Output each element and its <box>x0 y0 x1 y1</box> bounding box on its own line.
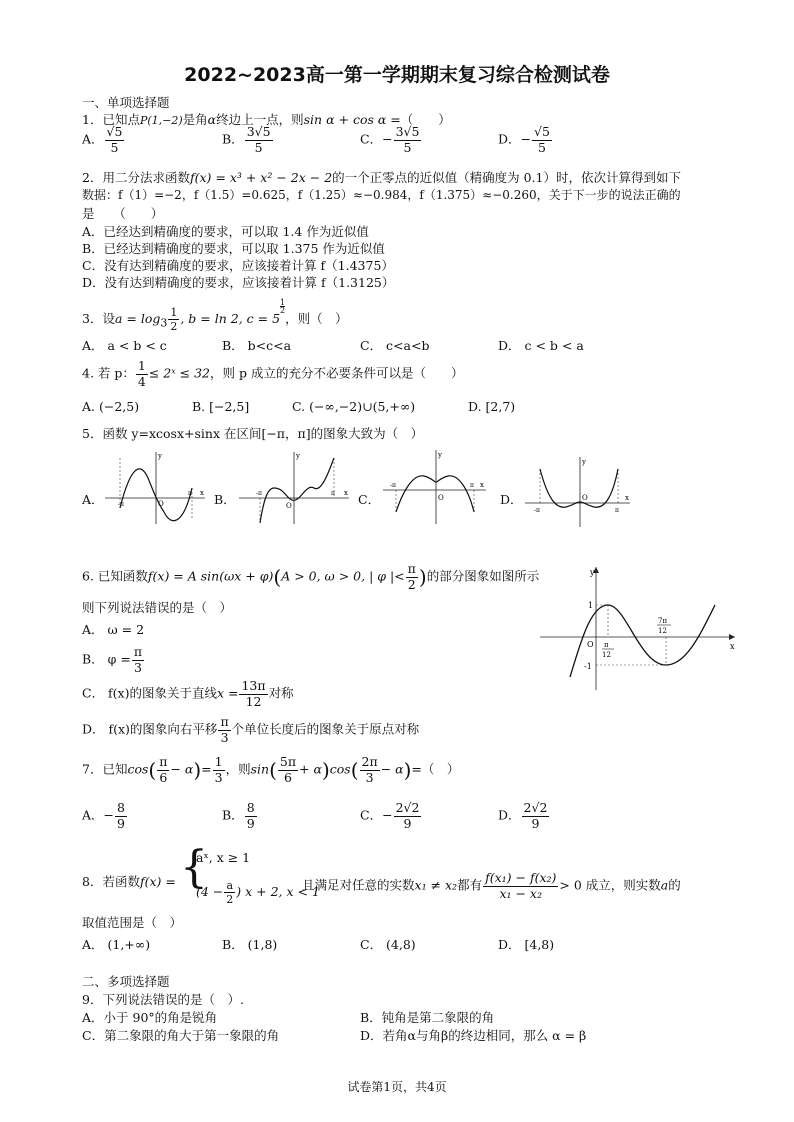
q5-graph-c[interactable] <box>378 448 490 528</box>
q5-c-negpi: -π <box>390 482 396 489</box>
q6-option-a[interactable]: A． ω = 2 <box>82 622 145 637</box>
section-single-choice: 一、单项选择题 <box>82 95 170 110</box>
q5-graph-b[interactable] <box>234 448 354 528</box>
q5-c-y-label: y <box>438 451 442 459</box>
q6-graph-pi12-num: π <box>604 641 609 649</box>
q6-graph-7pi12-num: 7π <box>658 617 668 625</box>
q5-d-y-label: y <box>582 458 586 466</box>
q7-option-c[interactable]: C．− $\frac{2√2}{9}$ <box>360 800 420 831</box>
q3-option-a[interactable]: A． a < b < c <box>82 338 167 353</box>
q4-option-d[interactable]: D. [2,7) <box>468 399 516 414</box>
q5-d-negpi: -π <box>534 507 540 514</box>
q6-option-d[interactable]: D． f(x)的图象向右平移 $\frac{\pi}{3}$ 个单位长度后的图象关于原点对称 <box>82 714 420 745</box>
q5-d-pi: π <box>615 507 619 514</box>
q9-option-b[interactable]: B．钝角是第二象限的角 <box>360 1010 495 1025</box>
q5-a-negpi: -π <box>118 501 124 508</box>
q6-option-b[interactable]: B． φ = $\frac{\pi}{3}$ <box>82 644 143 675</box>
q8-brace: { <box>180 842 208 893</box>
q5-option-d-label[interactable]: D． <box>500 492 523 507</box>
q8-option-b[interactable]: B． (1,8) <box>222 937 278 952</box>
q5-option-a-label[interactable]: A． <box>82 492 104 507</box>
q5-c-pi: π <box>470 482 474 489</box>
q5-a-y-label: y <box>158 452 162 460</box>
q9-option-a[interactable]: A．小于 90°的角是锐角 <box>82 1010 218 1025</box>
q5-c-x-label: x <box>480 481 484 489</box>
q5-a-origin: O <box>158 500 164 508</box>
exam-title: 2022~2023高一第一学期期末复习综合检测试卷 <box>184 64 610 86</box>
q2-stem-line2: 数据：f（1）=−2，f（1.5）=0.625，f（1.25）≈−0.984，f（1.375）≈−0.260，关于下一步的说法正确的 <box>82 188 681 202</box>
q5-d-origin: O <box>582 494 588 502</box>
q2-option-d[interactable]: D．没有达到精确度的要求，应该接着计算 f（1.3125） <box>82 275 395 290</box>
q6-graph-pi12-den: 12 <box>602 651 611 659</box>
q7-option-a[interactable]: A．− $\frac{8}{9}$ <box>82 800 125 831</box>
q9-option-c[interactable]: C．第二象限的角大于第一象限的角 <box>82 1028 280 1043</box>
q8-option-c[interactable]: C． (4,8) <box>360 937 416 952</box>
q7-option-d[interactable]: D． $\frac{2√2}{9}$ <box>498 800 548 831</box>
q9-option-d[interactable]: D．若角α与角β的终边相同，那么 α = β <box>360 1028 587 1043</box>
q8-option-d[interactable]: D． [4,8) <box>498 937 555 952</box>
q6-graph-y-label: y <box>590 568 595 577</box>
q3-stem: 3．设$a = \log_3$ $\frac{1}{2}$ , b = ln 2, c = 5 $^{\frac{1}{2}}$ ，则（ ） <box>82 298 348 334</box>
q8-case2: (4 − $\frac{a}{2}$ ) x + 2, x < 1 <box>196 879 320 906</box>
q4-stem: 4. 若 p： $\frac{1}{4}$ ≤ 2ˣ ≤ 32，则 p 成立的充分不必要条件可以是（ ） <box>82 358 464 389</box>
q6-graph <box>540 565 740 695</box>
q2-stem-line1: 2．用二分法求函数f(x) = x³ + x² − 2x − 2的一个正零点的近似值（精确度为 0.1）时，依次计算得到如下 <box>82 170 682 185</box>
q5-b-negpi: -π <box>256 490 262 497</box>
q3-option-c[interactable]: C． c<a<b <box>360 338 430 353</box>
q5-c-origin: O <box>438 494 444 502</box>
q1-option-d[interactable]: D．− $\frac{√5}{5}$ <box>498 124 550 155</box>
q1-option-a[interactable]: A． $\frac{√5}{5}$ <box>82 124 123 155</box>
q9-stem: 9．下列说法错误的是（ ）. <box>82 992 244 1007</box>
q4-option-b[interactable]: B. [−2,5] <box>192 399 250 414</box>
q1-option-b[interactable]: B． $\frac{3√5}{5}$ <box>222 124 271 155</box>
q5-d-x-label: x <box>625 494 629 502</box>
q7-option-b[interactable]: B． $\frac{8}{9}$ <box>222 800 255 831</box>
q6-graph-7pi12-den: 12 <box>658 627 667 635</box>
q4-option-a[interactable]: A. (−2,5) <box>82 399 140 414</box>
q3-option-b[interactable]: B． b<c<a <box>222 338 292 353</box>
q3-option-d[interactable]: D． c < b < a <box>498 338 584 353</box>
q5-graph-d[interactable] <box>520 455 635 530</box>
q5-option-b-label[interactable]: B． <box>214 492 236 507</box>
q2-option-a[interactable]: A．已经达到精确度的要求，可以取 1.4 作为近似值 <box>82 224 369 239</box>
q6-graph-origin: O <box>587 640 594 649</box>
q5-b-origin: O <box>286 502 292 510</box>
q6-graph-neg-one: -1 <box>584 662 592 671</box>
q7-stem: 7．已知cos( $\frac{\pi}{6}$ − α)= $\frac{1}{3}$ ，则sin( $\frac{5\pi}{6}$ + α)cos( $\frac{2\pi}{3}$ − α)=（ ） <box>82 754 460 785</box>
q8-stem-a: 8．若函数f(x) = <box>82 874 176 889</box>
q5-option-c-label[interactable]: C． <box>358 492 381 507</box>
q6-graph-one: 1 <box>588 601 594 610</box>
q6-option-c[interactable]: C． f(x)的图象关于直线x = $\frac{13\pi}{12}$ 对称 <box>82 678 294 709</box>
q1-stem: 1．已知点P(1,−2)是角α终边上一点，则sin α + cos α =（ ） <box>82 112 451 127</box>
q5-graph-a[interactable] <box>100 448 210 528</box>
page-footer: 试卷第1页，共4页 <box>347 1080 447 1094</box>
q8-option-a[interactable]: A． (1,+∞) <box>82 937 151 952</box>
q8-case1: aˣ, x ≥ 1 <box>196 850 251 865</box>
q5-b-y-label: y <box>296 452 300 460</box>
q2-stem-line3: 是 （ ） <box>82 206 164 221</box>
q5-a-x-label: x <box>200 489 204 497</box>
q2-option-c[interactable]: C．没有达到精确度的要求，应该接着计算 f（1.4375） <box>82 258 394 273</box>
q5-a-pi: π <box>188 490 192 497</box>
q2-option-b[interactable]: B．已经达到精确度的要求，可以取 1.375 作为近似值 <box>82 241 385 256</box>
q6-graph-x-label: x <box>730 642 735 651</box>
q6-stem-line2: 则下列说法错误的是（ ） <box>82 600 233 615</box>
section-multi-choice: 二、多项选择题 <box>82 974 170 989</box>
q8-stem-b: 且满足对任意的实数x₁ ≠ x₂都有 $\frac{\text{f(x₁) − f(x₂)}}{\text{x₁ − x₂}}$ > 0 成立，则实数a的 <box>302 870 681 901</box>
q5-stem: 5．函数 y=xcosx+sinx 在区间[−π，π]的图象大致为（ ） <box>82 426 424 441</box>
q1-option-c[interactable]: C．− $\frac{3√5}{5}$ <box>360 124 420 155</box>
q5-b-pi: π <box>331 490 335 497</box>
q4-option-c[interactable]: C. (−∞,−2)∪(5,+∞) <box>292 399 416 414</box>
q8-stem-line2: 取值范围是（ ） <box>82 915 183 930</box>
q6-stem: 6. 已知函数f(x) = A sin(ωx + φ)(A > 0, ω > 0, | φ |< $\frac{\pi}{2}$ )的部分图象如图所示 <box>82 561 540 592</box>
q5-b-x-label: x <box>344 489 348 497</box>
